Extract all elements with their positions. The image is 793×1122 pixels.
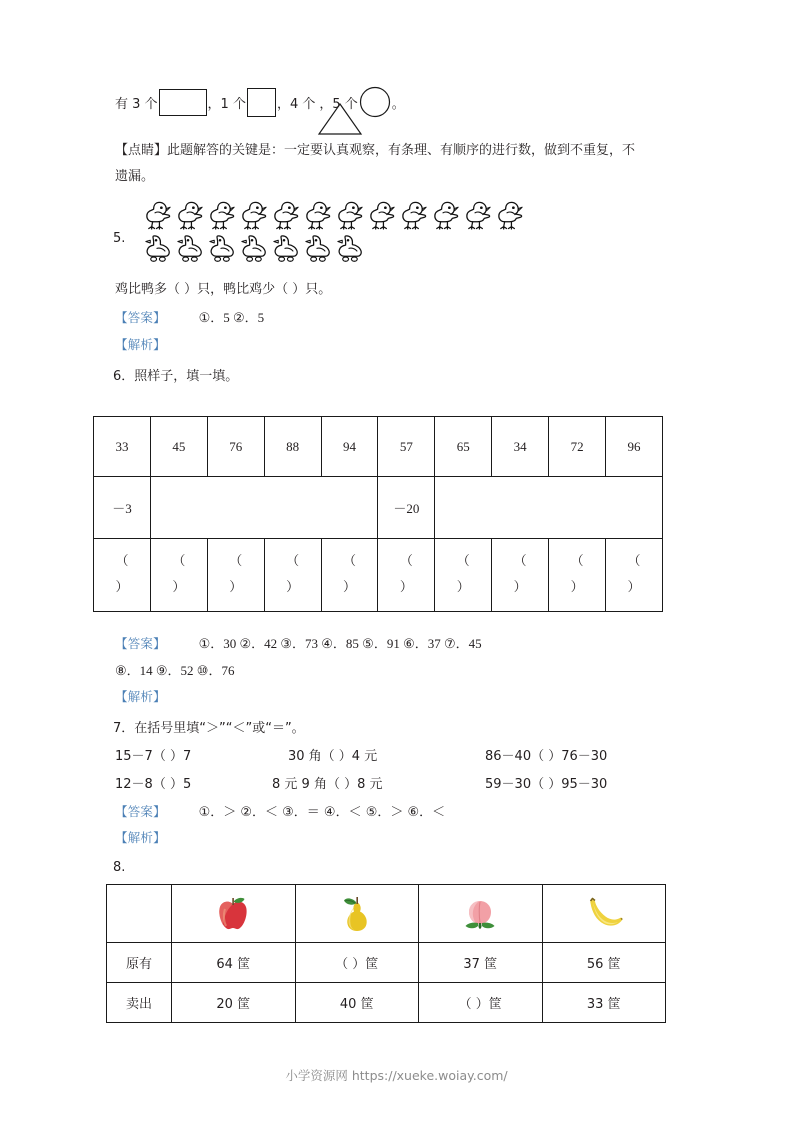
banana-cell [542, 885, 666, 943]
paren-open: （ [513, 554, 527, 569]
duck-icon [334, 232, 365, 263]
blank-cell-left[interactable] [150, 477, 378, 539]
banana-original-value: 56 筐 [542, 943, 666, 983]
answer-blank-cell[interactable] [264, 539, 321, 612]
chick-icon [462, 198, 493, 230]
paren-close: ） [513, 580, 527, 595]
question-7-row-1-col-2: 30 角（ ）4 元 [288, 749, 378, 764]
question-6-answer-row-1 [115, 637, 482, 651]
paren-open: （ [172, 554, 186, 569]
chick-icon [430, 198, 461, 230]
apple-icon [212, 893, 254, 935]
question-5-answer-items: ①．5 ②．5 [198, 310, 265, 325]
answer-label: 【答案】 [115, 804, 166, 819]
answer-blank-cell[interactable] [435, 539, 492, 612]
answer-blank-cell[interactable] [150, 539, 207, 612]
pear-cell [295, 885, 419, 943]
table-row-answers [94, 539, 663, 612]
table-cell: 34 [492, 417, 549, 477]
chick-icon [206, 198, 237, 230]
tip-line-2: 遗漏。 [115, 169, 155, 184]
table-cell: 96 [606, 417, 663, 477]
table-row-sold [107, 983, 666, 1023]
duck-icon [174, 232, 205, 263]
question-7-title: 7．在括号里填“＞”“＜”或“＝”。 [113, 721, 305, 736]
paren-close: ） [229, 580, 243, 595]
answer-blank-cell[interactable] [321, 539, 378, 612]
question-5-answer-row [115, 311, 264, 325]
apple-original-value: 64 筐 [172, 943, 296, 983]
chick-icon [174, 198, 205, 230]
answer-blank-cell[interactable] [94, 539, 151, 612]
banana-sold-value: 33 筐 [542, 983, 666, 1023]
paren-open: （ [456, 554, 470, 569]
question-5-text: 鸡比鸭多（ ）只，鸭比鸡少（ ）只。 [115, 282, 332, 297]
shapes-seg3-text: ，4 个 [276, 96, 316, 112]
question-7-row-2-col-2: 8 元 9 角（ ）8 元 [272, 777, 383, 792]
question-6-analysis-label: 【解析】 [115, 689, 166, 704]
pear-sold-value: 40 筐 [295, 983, 419, 1023]
question-5-number: 5. [113, 231, 126, 246]
question-7-answer-items: ①．＞ ②．＜ ③．＝ ④．＜ ⑤．＞ ⑥．＜ [198, 805, 446, 820]
duck-icon [238, 232, 269, 263]
answer-blank-cell[interactable] [606, 539, 663, 612]
duck-icon [270, 232, 301, 263]
chick-icon [366, 198, 397, 230]
row-label-sold: 卖出 [107, 983, 172, 1023]
chick-icon [334, 198, 365, 230]
table-cell: 88 [264, 417, 321, 477]
question-7-answer-row [115, 805, 445, 819]
table-row-original [107, 943, 666, 983]
paren-close: ） [115, 580, 129, 595]
paren-close: ） [456, 580, 470, 595]
answer-blank-cell[interactable] [207, 539, 264, 612]
question-6-answer-line-1: ①．30 ②．42 ③．73 ④．85 ⑤．91 ⑥．37 ⑦．45 [198, 636, 482, 651]
table-row-numbers [94, 417, 663, 477]
paren-open: （ [229, 554, 243, 569]
paren-close: ） [570, 580, 584, 595]
question-8-table [106, 884, 666, 1023]
table-cell: 76 [207, 417, 264, 477]
paren-close: ） [343, 580, 357, 595]
answer-blank-cell[interactable] [492, 539, 549, 612]
duck-icon [142, 232, 173, 263]
shapes-suffix-text: 。 [391, 96, 405, 112]
footer-watermark: 小学资源网 https://xueke.woiay.com/ [285, 1068, 508, 1083]
square-shape [247, 88, 276, 117]
answer-label: 【答案】 [115, 310, 166, 325]
operation-cell-minus-20: －20 [378, 477, 435, 539]
pear-icon [336, 893, 378, 935]
circle-shape [359, 86, 391, 118]
table-row-fruits [107, 885, 666, 943]
table-cell: 72 [549, 417, 606, 477]
answer-blank-cell[interactable] [549, 539, 606, 612]
pear-original-value[interactable]: （ ）筐 [295, 943, 419, 983]
chick-icon [238, 198, 269, 230]
duck-icon [302, 232, 333, 263]
question-7-row-2-col-3: 59－30（ ）95－30 [485, 777, 608, 792]
shapes-seg4-text: ，5 个 [319, 96, 358, 112]
peach-sold-value[interactable]: （ ）筐 [419, 983, 543, 1023]
paren-close: ） [286, 580, 300, 595]
table-cell: 33 [94, 417, 151, 477]
shapes-sentence [115, 86, 405, 118]
paren-close: ） [399, 580, 413, 595]
question-6-title: 6．照样子，填一填。 [113, 369, 239, 384]
shapes-prefix-text: 有 3 个 [115, 96, 158, 112]
answer-label: 【答案】 [115, 636, 166, 651]
question-6-table [93, 416, 663, 612]
question-5-analysis-label: 【解析】 [115, 337, 166, 352]
peach-icon [458, 893, 502, 935]
chick-group [142, 198, 526, 263]
table-cell: 57 [378, 417, 435, 477]
banana-icon [580, 893, 628, 935]
chick-row [142, 198, 526, 230]
operation-cell-minus-3: －3 [94, 477, 151, 539]
table-cell: 65 [435, 417, 492, 477]
question-7-analysis-label: 【解析】 [115, 830, 166, 845]
paren-open: （ [343, 554, 357, 569]
paren-open: （ [570, 554, 584, 569]
rectangle-shape [159, 89, 207, 116]
apple-cell [172, 885, 296, 943]
chick-icon [270, 198, 301, 230]
chick-icon [302, 198, 333, 230]
chick-icon [494, 198, 525, 230]
question-7-row-1-col-1: 15－7（ ）7 [115, 749, 192, 764]
table-row-operations [94, 477, 663, 539]
paren-open: （ [627, 554, 641, 569]
table-cell: 94 [321, 417, 378, 477]
paren-open: （ [115, 554, 129, 569]
question-8-number: 8. [113, 860, 126, 875]
question-6-answer-line-2: ⑧．14 ⑨．52 ⑩．76 [115, 663, 235, 678]
answer-blank-cell[interactable] [378, 539, 435, 612]
duck-row [142, 232, 526, 263]
shapes-seg2-text: ，1 个 [207, 96, 246, 112]
paren-open: （ [286, 554, 300, 569]
apple-sold-value: 20 筐 [172, 983, 296, 1023]
question-7-row-1-col-3: 86－40（ ）76－30 [485, 749, 608, 764]
blank-cell-right[interactable] [435, 477, 663, 539]
row-label-original: 原有 [107, 943, 172, 983]
paren-close: ） [627, 580, 641, 595]
peach-original-value: 37 筐 [419, 943, 543, 983]
chick-icon [398, 198, 429, 230]
corner-cell [107, 885, 172, 943]
question-7-row-2-col-1: 12－8（ ）5 [115, 777, 192, 792]
paren-close: ） [172, 580, 186, 595]
chick-icon [142, 198, 173, 230]
duck-icon [206, 232, 237, 263]
tip-line-1: 【点睛】此题解答的关键是：一定要认真观察，有条理、有顺序的进行数，做到不重复，不 [115, 143, 636, 158]
peach-cell [419, 885, 543, 943]
paren-open: （ [399, 554, 413, 569]
table-cell: 45 [150, 417, 207, 477]
